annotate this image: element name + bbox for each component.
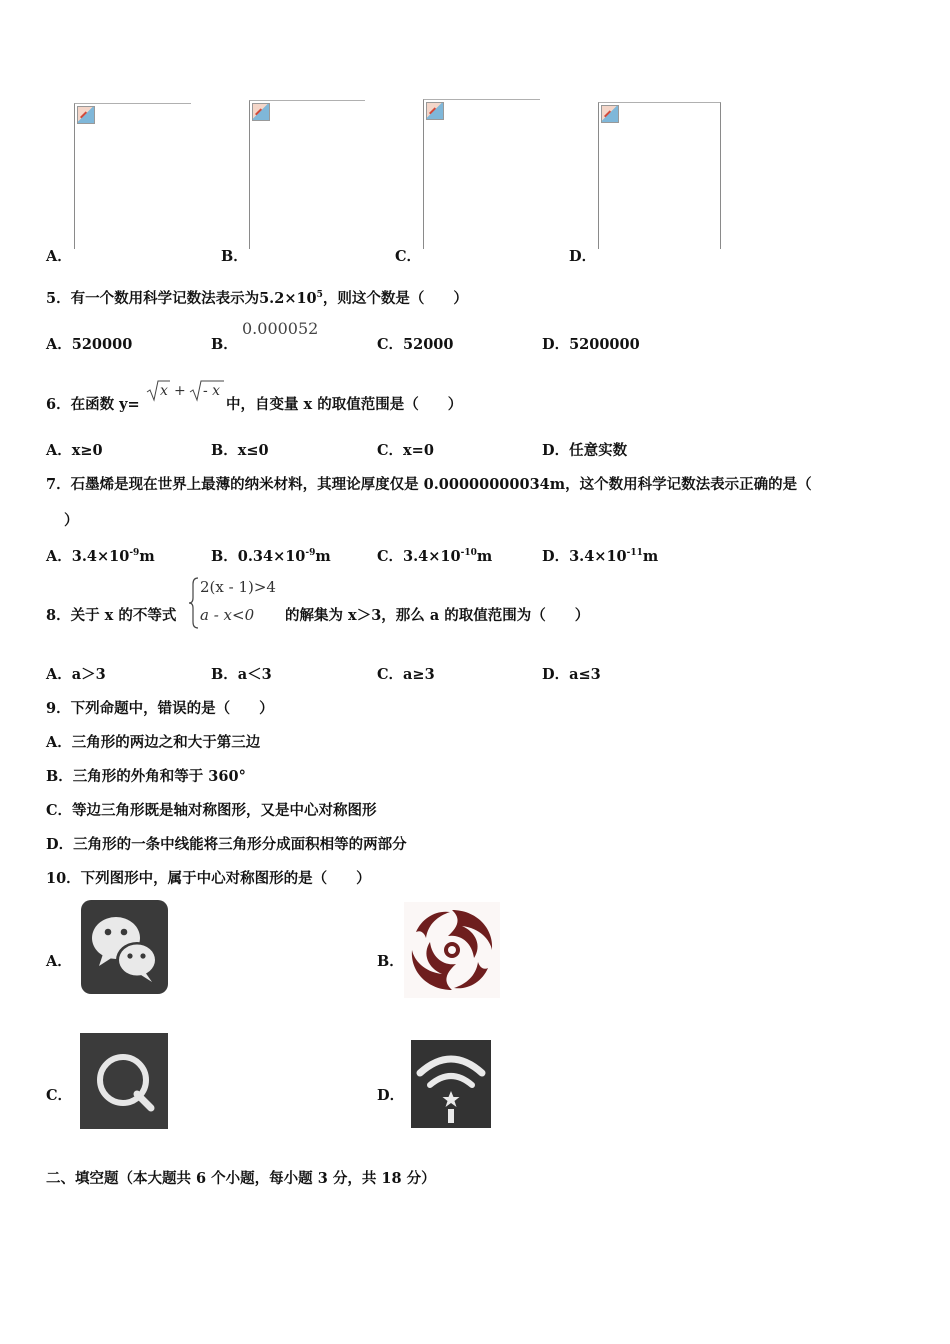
phoenix-logo-icon: [404, 902, 500, 998]
q8-stem-prefix: 8．关于 x 的不等式: [46, 607, 177, 624]
q7-stem: 7．石墨烯是现在世界上最薄的纳米材料，其理论厚度仅是 0.00000000034m，这个数用科学记数法表示正确的是（: [46, 476, 812, 493]
q4-image-d: [598, 102, 721, 249]
inequality-2: a - x<0: [200, 606, 255, 624]
sqrt-radicand-1: x: [160, 383, 168, 399]
q4-option-b: B．: [221, 248, 248, 265]
q5-option-d: D．5200000: [542, 336, 640, 353]
q6-option-b: B．x≤0: [211, 442, 269, 459]
q5-option-b-value: 0.000052: [242, 319, 319, 338]
q5-stem: 5．有一个数用科学记数法表示为$5.2\times 10^5$，则这个数是（ ）: [46, 290, 468, 307]
wechat-logo-icon: [79, 898, 170, 996]
q6-option-a: A．x≥0: [46, 442, 103, 459]
q8-option-d: D．a≤3: [542, 666, 601, 683]
broken-image-icon: [426, 102, 444, 120]
q8-stem-suffix: 的解集为 x＞3，那么 a 的取值范围为（ ）: [285, 607, 590, 624]
q7-stem-cont: ）: [64, 512, 79, 529]
plus-sign: +: [174, 383, 186, 399]
q-letter-logo-icon: [79, 1032, 169, 1130]
q9-stem: 9．下列命题中，错误的是（ ）: [46, 700, 274, 717]
q5-option-c: C．52000: [377, 336, 454, 353]
q4-image-a: [74, 103, 191, 249]
q10-option-a: A．: [46, 953, 72, 970]
broken-image-icon: [601, 105, 619, 123]
q9-option-c: C．等边三角形既是轴对称图形，又是中心对称图形: [46, 802, 377, 819]
q6-stem: 6．在函数 y=: [46, 396, 140, 413]
q8-inequality-system: [188, 576, 284, 630]
q4-option-a: A．: [46, 248, 72, 265]
q4-image-b: [249, 100, 365, 249]
q6-option-d: D．任意实数: [542, 442, 628, 459]
q10-stem: 10．下列图形中，属于中心对称图形的是（ ）: [46, 870, 371, 887]
sqrt-radicand-2: - x: [203, 383, 221, 399]
q7-option-a: A．$3.4\times 10^{-9}m$: [46, 548, 155, 565]
q6-option-c: C．x=0: [377, 442, 434, 459]
q10-option-d: D．: [377, 1087, 405, 1104]
q8-option-b: B．a＜3: [211, 666, 272, 683]
broken-image-icon: [252, 103, 270, 121]
q5-option-a: A．520000: [46, 336, 133, 353]
wifi-logo-icon: [410, 1039, 492, 1129]
q6-stem-suffix: 中，自变量 x 的取值范围是（ ）: [226, 396, 463, 413]
q7-option-d: D．$3.4\times 10^{-11}m$: [542, 548, 659, 565]
inequality-1: 2(x - 1)>4: [200, 578, 276, 596]
q4-image-c: [423, 99, 540, 249]
brace-icon: [188, 576, 200, 630]
q8-option-a: A．a＞3: [46, 666, 106, 683]
q4-option-d: D．: [569, 248, 597, 265]
q10-option-b: B．: [377, 953, 404, 970]
q9-option-b: B．三角形的外角和等于 360°: [46, 768, 246, 785]
q8-option-c: C．a≥3: [377, 666, 435, 683]
q9-option-d: D．三角形的一条中线能将三角形分成面积相等的两部分: [46, 836, 407, 853]
q5-option-b-label: B．: [211, 336, 238, 353]
q9-option-a: A．三角形的两边之和大于第三边: [46, 734, 261, 751]
section-2-heading: 二、填空题（本大题共 6 个小题，每小题 3 分，共 18 分）: [46, 1170, 436, 1187]
broken-image-icon: [77, 106, 95, 124]
q10-option-c: C．: [46, 1087, 73, 1104]
q4-option-c: C．: [395, 248, 422, 265]
q7-option-c: C．$3.4\times 10^{-10}m$: [377, 548, 493, 565]
q7-option-b: B．$0.34\times 10^{-9}m$: [211, 548, 331, 565]
